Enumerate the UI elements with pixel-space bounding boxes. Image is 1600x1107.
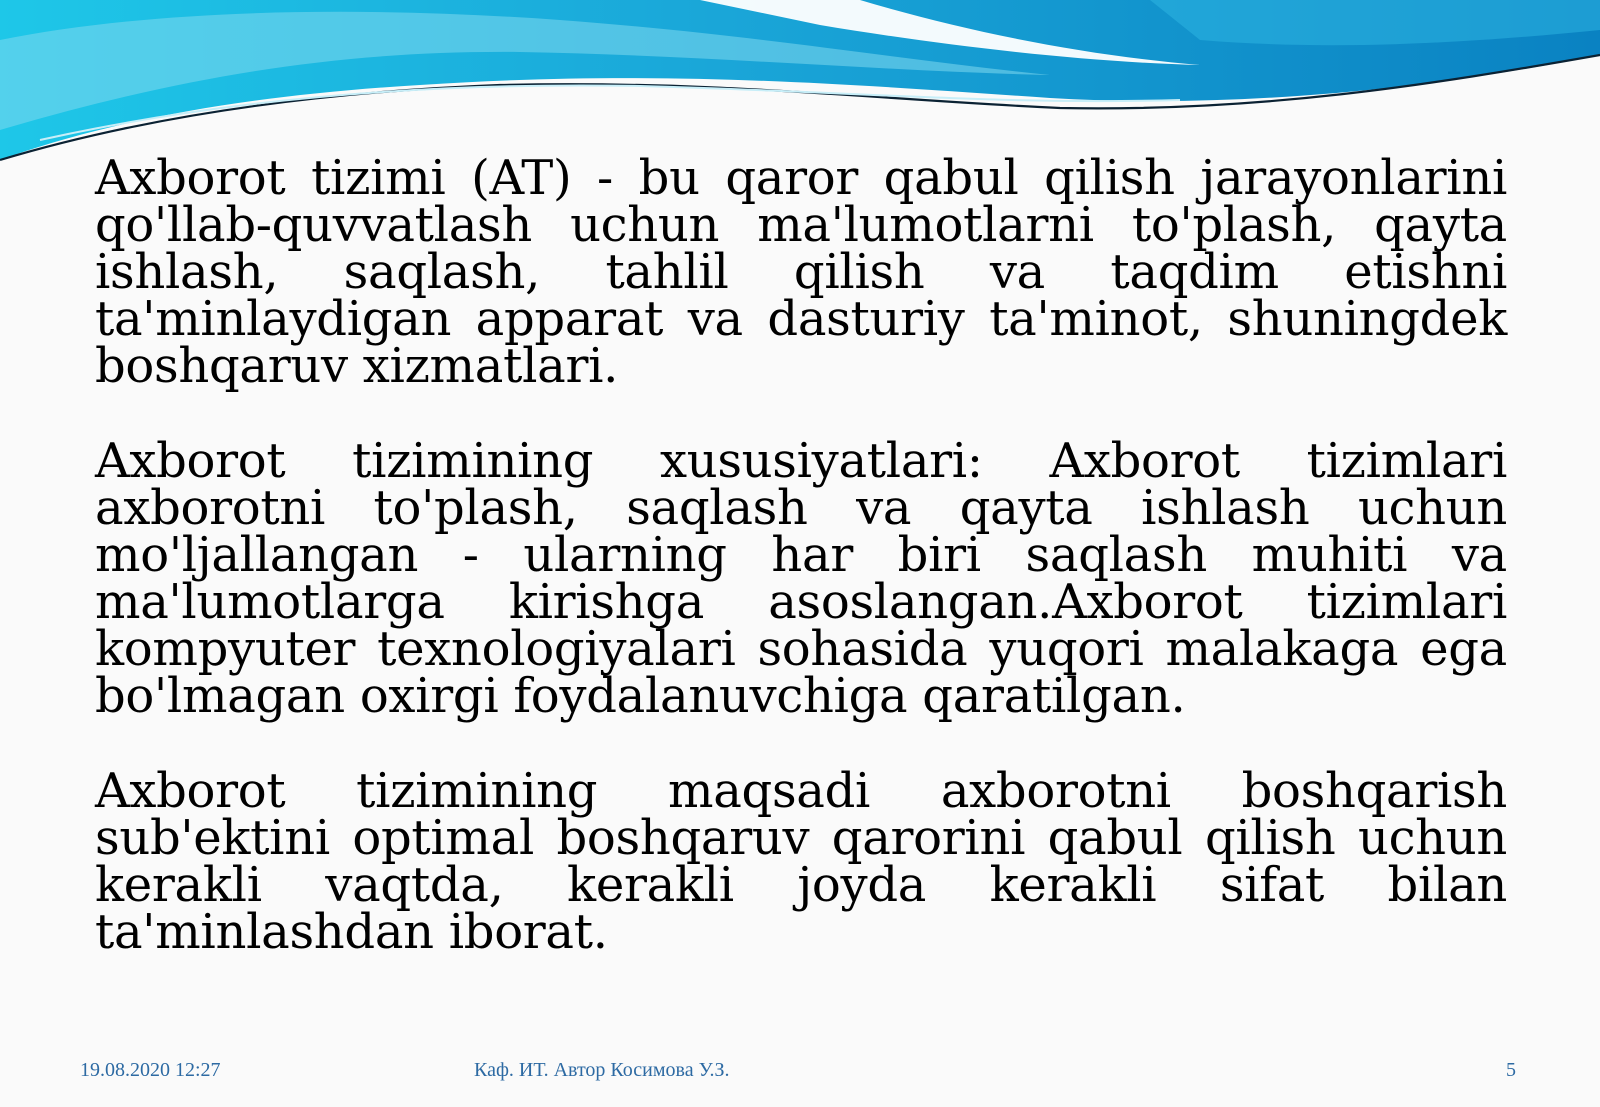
footer-date: 19.08.2020 12:27 — [80, 1059, 221, 1081]
paragraph-purpose: Axborot tizimining maqsadi axborotni boshqarish sub'ektini optimal boshqaruv qarorini qabul qilish uchun kerakli vaqtda, kerakli joyda kerakli sifat bilan ta'minlashdan iborat. — [95, 763, 1507, 960]
paragraph-definition: Axborot tizimi (AT) - bu qaror qabul qilish jarayonlarini qo'llab-quvvatlash uchun ma'lumotlarni to'plash, qayta ishlash, saqlash, tahlil qilish va taqdim etishni ta'minlaydigan apparat va dasturiy ta'minot, shuningdek boshqaruv xizmatlari. — [95, 150, 1507, 394]
footer-author: Каф. ИТ. Автор Косимова У.З. — [474, 1059, 730, 1081]
page-number: 5 — [1506, 1059, 1516, 1081]
slide-body — [95, 150, 1507, 1004]
paragraph-features: Axborot tizimining xususiyatlari: Axborot tizimlari axborotni to'plash, saqlash va qayta ishlash uchun mo'ljallangan - ularning har biri saqlash muhiti va ma'lumotlarga kirishga asoslangan.Axborot tizimlari kompyuter texnologiyalari sohasida yuqori malakaga ega bo'lmagan oxirgi foydalanuvchiga qaratilgan. — [95, 433, 1507, 724]
